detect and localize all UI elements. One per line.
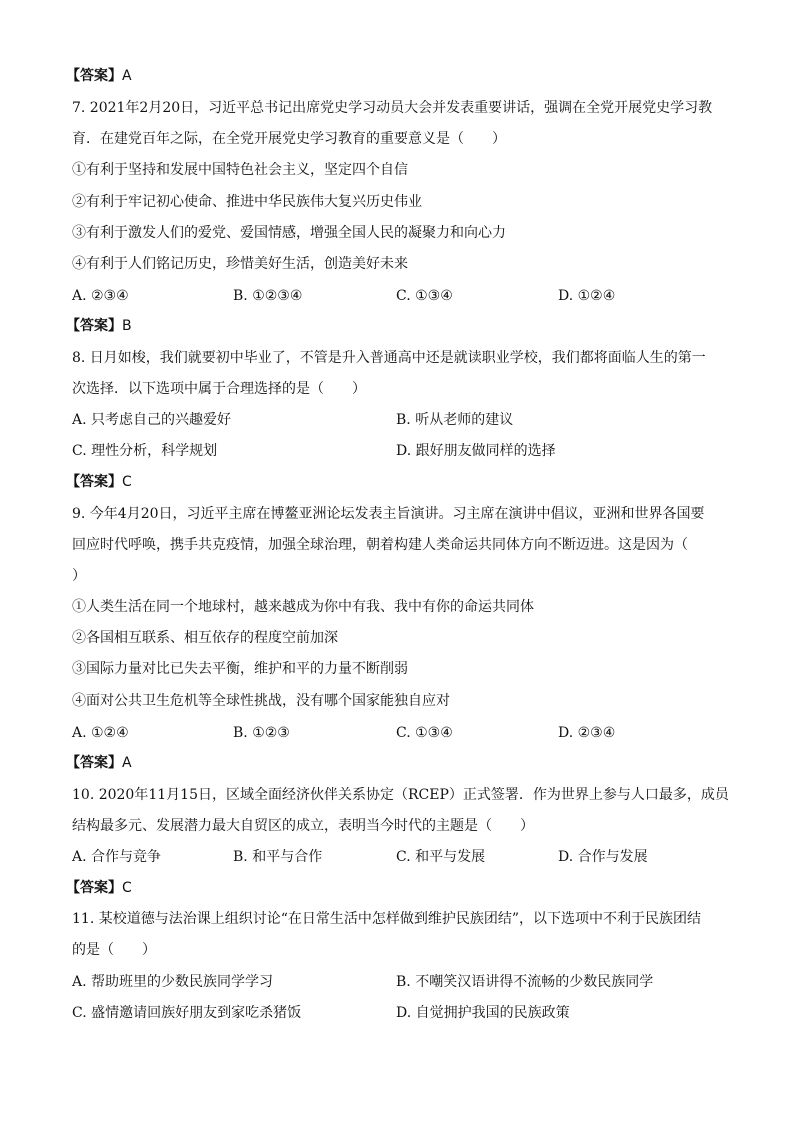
question-11-stem-line-2: 的是（ ） — [72, 942, 156, 958]
question-10-stem-line-2: 结构最多元、发展潜力最大自贸区的成立，表明当今时代的主题是（ ） — [72, 818, 534, 834]
answer-label: 【答案】 — [66, 474, 122, 490]
question-7-statement-1: ①有利于坚持和发展中国特色社会主义，坚定四个自信 — [72, 162, 408, 178]
question-10-option-d: D. 合作与发展 — [558, 849, 648, 865]
question-7-statement-3: ③有利于激发人们的爱党、爱国情感，增强全国人民的凝聚力和向心力 — [72, 225, 506, 241]
question-7-statement-2: ②有利于牢记初心使命、推进中华民族伟大复兴历史伟业 — [72, 194, 422, 210]
question-8-option-c: C. 理性分析，科学规划 — [72, 443, 218, 459]
question-10-stem-line-1: 10. 2020年11月15日，区域全面经济伙伴关系协定（RCEP）正式签署．作为世界上参与人口最多，成员 — [72, 787, 729, 803]
question-11-option-d: D. 自觉拥护我国的民族政策 — [396, 1005, 570, 1021]
question-9-option-c: C. ①③④ — [396, 725, 453, 741]
question-9-statement-4: ④面对公共卫生危机等全球性挑战，没有哪个国家能独自应对 — [72, 693, 450, 709]
answer-label: 【答案】 — [66, 880, 122, 896]
question-8-stem-line-1: 8. 日月如梭，我们就要初中毕业了，不管是升入普通高中还是就读职业学校，我们都将面临人生的第一 — [72, 350, 706, 366]
question-7-statement-4: ④有利于人们铭记历史，珍惜美好生活，创造美好未来 — [72, 256, 408, 272]
question-8-option-d: D. 跟好朋友做同样的选择 — [396, 443, 556, 459]
question-8-option-b: B. 听从老师的建议 — [396, 412, 514, 428]
answer-line — [66, 753, 132, 773]
question-9-stem-line-2: 回应时代呼唤，携手共克疫情，加强全球治理，朝着构建人类命运共同体方向不断迈进。这是因为（ — [72, 537, 688, 553]
question-11-option-c: C. 盛情邀请回族好朋友到家吃杀猪饭 — [72, 1005, 302, 1021]
answer-value: C — [122, 880, 132, 896]
question-9-stem-line-1: 9. 今年4月20日，习近平主席在博鳌亚洲论坛发表主旨演讲。习主席在演讲中倡议，亚洲和世界各国要 — [72, 506, 705, 522]
answer-value: B — [122, 318, 132, 334]
question-9-statement-1: ①人类生活在同一个地球村，越来越成为你中有我、我中有你的命运共同体 — [72, 599, 534, 615]
question-7-stem-line-2: 育．在建党百年之际，在全党开展党史学习教育的重要意义是（ ） — [72, 131, 506, 147]
question-7-option-c: C. ①③④ — [396, 288, 453, 304]
question-11-stem-line-1: 11. 某校道德与法治课上组织讨论“在日常生活中怎样做到维护民族团结”，以下选项中不利于民族团结 — [72, 911, 702, 927]
question-8-stem-line-2: 次选择．以下选项中属于合理选择的是（ ） — [72, 381, 366, 397]
question-10-option-a: A. 合作与竞争 — [72, 849, 162, 865]
question-11-option-a: A. 帮助班里的少数民族同学学习 — [72, 974, 274, 990]
answer-line — [66, 316, 132, 336]
question-7-option-b: B. ①②③④ — [233, 288, 303, 304]
answer-line — [66, 878, 132, 898]
answer-label: 【答案】 — [66, 68, 122, 84]
question-7-option-d: D. ①②④ — [558, 288, 616, 304]
answer-value: C — [122, 474, 132, 490]
answer-label: 【答案】 — [66, 318, 122, 334]
question-9-option-b: B. ①②③ — [233, 725, 290, 741]
answer-line — [66, 472, 132, 492]
question-7-stem-line-1: 7. 2021年2月20日，习近平总书记出席党史学习动员大会并发表重要讲话，强调在全党开展党史学习教 — [72, 100, 713, 116]
answer-value: A — [122, 755, 132, 771]
answer-value: A — [122, 68, 132, 84]
question-9-stem-line-3: ） — [72, 568, 86, 584]
question-10-option-b: B. 和平与合作 — [233, 849, 323, 865]
question-8-option-a: A. 只考虑自己的兴趣爱好 — [72, 412, 232, 428]
question-7-option-a: A. ②③④ — [72, 288, 129, 304]
question-9-statement-3: ③国际力量对比已失去平衡，维护和平的力量不断削弱 — [72, 661, 408, 677]
question-11-option-b: B. 不嘲笑汉语讲得不流畅的少数民族同学 — [396, 974, 654, 990]
question-9-option-d: D. ②③④ — [558, 725, 616, 741]
question-9-option-a: A. ①②④ — [72, 725, 129, 741]
answer-line — [66, 66, 132, 86]
answer-label: 【答案】 — [66, 755, 122, 771]
question-10-option-c: C. 和平与发展 — [396, 849, 486, 865]
question-9-statement-2: ②各国相互联系、相互依存的程度空前加深 — [72, 630, 338, 646]
